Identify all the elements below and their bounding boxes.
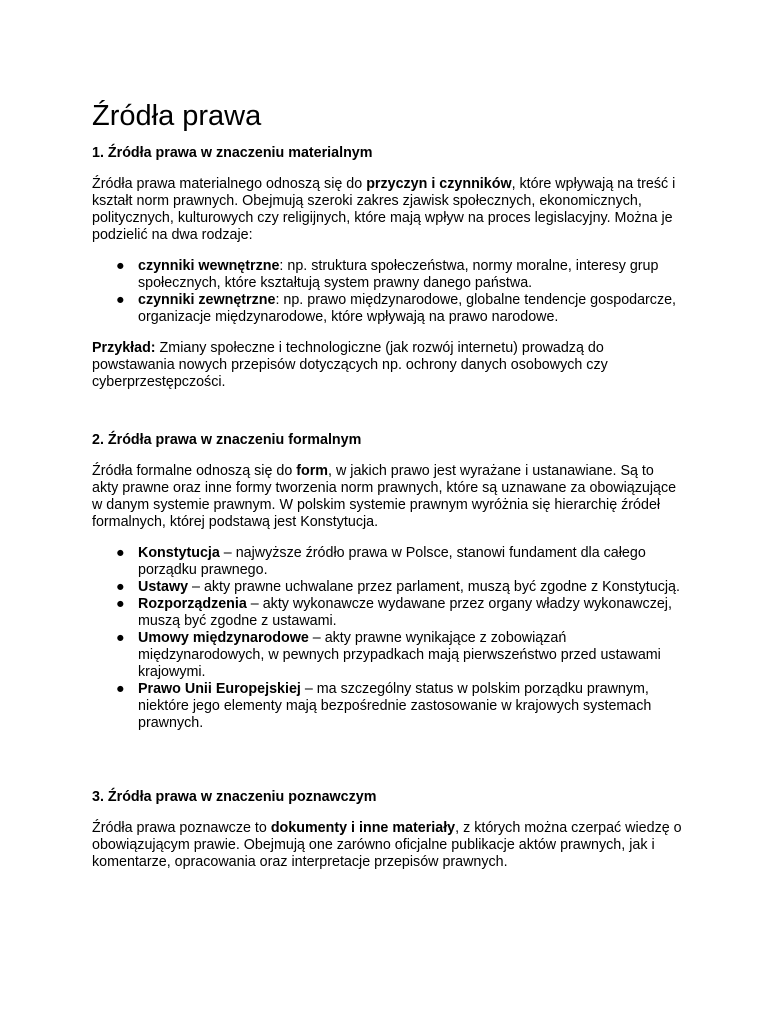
section-2-heading: 2. Źródła prawa w znaczeniu formalnym	[92, 432, 362, 448]
spacer	[92, 405, 682, 431]
bullet-icon: ●	[116, 545, 125, 561]
bullet-icon: ●	[116, 258, 125, 274]
spacer	[92, 746, 682, 788]
list-item: ● Umowy międzynarodowe – akty prawne wynikające z zobowiązań międzynarodowych, w pewnych przypadkach mają pierwszeństwo przed ustawami krajowymi.	[116, 630, 661, 680]
list-item: ● Prawo Unii Europejskiej – ma szczególny status w polskim porządku prawnym, niektóre jego elementy mają bezpośrednie zastosowanie w krajowych systemach prawnych.	[116, 681, 652, 731]
bullet-icon: ●	[116, 630, 125, 646]
list-item: ● Konstytucja – najwyższe źródło prawa w Polsce, stanowi fundament dla całego porządku prawnego.	[116, 545, 646, 578]
document-page	[92, 98, 682, 885]
bullet-icon: ●	[116, 292, 125, 308]
page-title: Źródła prawa	[92, 100, 262, 132]
list-item: ● czynniki zewnętrzne: np. prawo międzynarodowe, globalne tendencje gospodarcze, organizacje międzynarodowe, które wpływają na prawo narodowe.	[116, 292, 677, 325]
list-item: ● Rozporządzenia – akty wykonawcze wydawane przez organy władzy wykonawczej, muszą być zgodne z ustawami.	[116, 596, 672, 629]
bullet-icon: ●	[116, 596, 125, 612]
section-2-list	[92, 545, 682, 732]
section-3-heading: 3. Źródła prawa w znaczeniu poznawczym	[92, 789, 377, 805]
section-2-intro: Źródła formalne odnoszą się do form, w jakich prawo jest wyrażane i ustanawiane. Są to akty prawne oraz inne formy tworzenia norm prawnych, które są uznawane za obowiązujące w danym systemie prawnym. W polskim systemie prawnym wyróżnia się hierarchię źródeł formalnych, której podstawą jest Konstytucja.	[92, 463, 677, 530]
section-1-list	[92, 258, 682, 326]
list-item: ● Ustawy – akty prawne uchwalane przez parlament, muszą być zgodne z Konstytucją.	[116, 579, 680, 595]
list-item: ● czynniki wewnętrzne: np. struktura społeczeństwa, normy moralne, interesy grup społecznych, które kształtują system prawny danego państwa.	[116, 258, 659, 291]
section-1-example: Przykład: Zmiany społeczne i technologiczne (jak rozwój internetu) prowadzą do powstawania nowych przepisów dotyczących np. ochrony danych osobowych czy cyberprzestępczości.	[92, 340, 608, 390]
bullet-icon: ●	[116, 681, 125, 697]
section-1-heading: 1. Źródła prawa w znaczeniu materialnym	[92, 145, 373, 161]
bullet-icon: ●	[116, 579, 125, 595]
section-3-intro: Źródła prawa poznawcze to dokumenty i inne materiały, z których można czerpać wiedzę o obowiązującym prawie. Obejmują one zarówno oficjalne publikacje aktów prawnych, jak i komentarze, opracowania oraz interpretacje przepisów prawnych.	[92, 820, 682, 870]
section-1-intro: Źródła prawa materialnego odnoszą się do przyczyn i czynników, które wpływają na treść i kształt norm prawnych. Obejmują szeroki zakres zjawisk społecznych, ekonomicznych, politycznych, kulturowych czy religijnych, które mają wpływ na proces legislacyjny. Można je podzielić na dwa rodzaje:	[92, 176, 676, 243]
